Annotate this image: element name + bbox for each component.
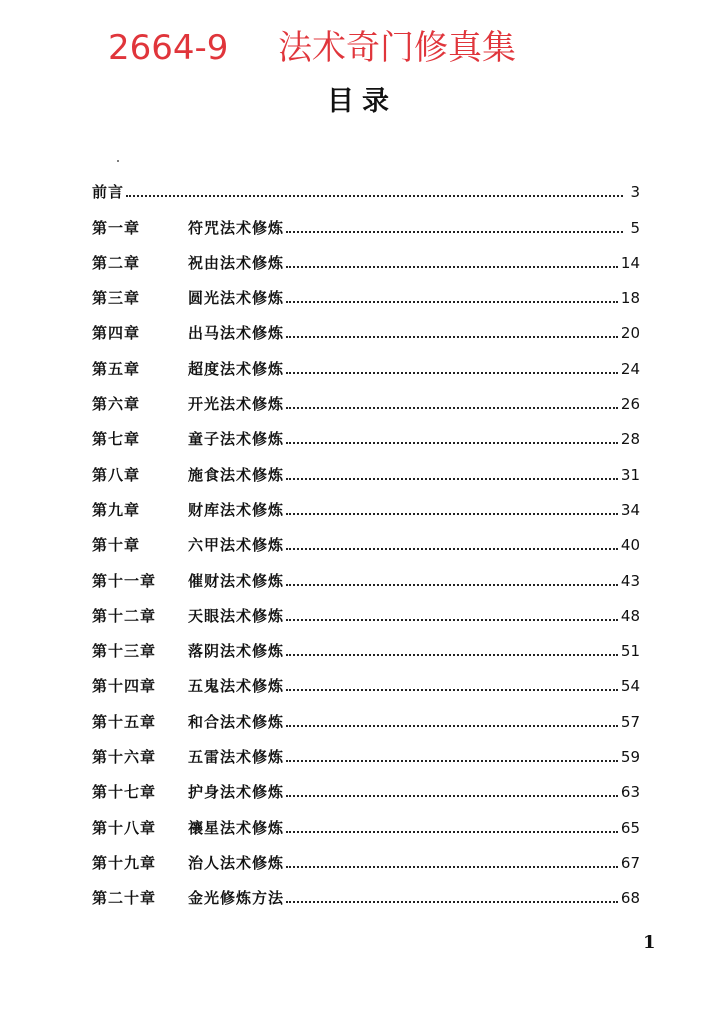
toc-entry [92,239,640,274]
toc-topic: 和合法术修炼 [188,712,285,731]
toc-dot-leader [286,831,618,833]
toc-page-number: 67 [620,853,640,872]
toc-chapter-label: 第八章 [92,465,141,484]
toc-page-number: 3 [630,183,640,202]
toc-dot-leader [286,760,618,762]
toc-chapter-label: 第二十章 [92,889,157,908]
toc-topic: 五雷法术修炼 [188,748,285,767]
toc-dot-leader [286,654,618,656]
toc-page-number: 54 [620,677,640,696]
toc-dot-leader [286,689,618,691]
page-number: 1 [643,932,656,953]
toc-chapter-label: 前言 [92,183,125,202]
toc-chapter-label: 第十二章 [92,606,157,625]
toc-page-number: 26 [620,395,640,414]
toc-chapter-label: 第十八章 [92,818,157,837]
toc-topic: 财库法术修炼 [188,500,285,519]
toc-topic: 催财法术修炼 [188,571,285,590]
toc-entry [92,380,640,415]
toc-page-number: 31 [620,465,640,484]
toc-dot-leader [286,478,618,480]
toc-dot-leader [286,901,618,903]
document-code: 2664-9 [108,28,229,68]
toc-entry [92,309,640,344]
toc-page-number: 63 [620,783,640,802]
toc-entry [92,803,640,838]
toc-page-number: 34 [620,500,640,519]
toc-chapter-label: 第十一章 [92,571,157,590]
toc-entry [92,768,640,803]
toc-dot-leader [286,619,618,621]
toc-dot-leader [286,513,618,515]
toc-page-number: 51 [620,642,640,661]
toc-topic: 符咒法术修炼 [188,218,285,237]
toc-page-number: 68 [620,889,640,908]
toc-topic: 金光修炼方法 [188,889,285,908]
table-of-contents [92,168,640,909]
toc-topic: 开光法术修炼 [188,395,285,414]
toc-chapter-label: 第五章 [92,359,141,378]
toc-page-number: 43 [620,571,640,590]
toc-topic: 治人法术修炼 [188,853,285,872]
toc-chapter-label: 第一章 [92,218,141,237]
toc-page-number: 20 [620,324,640,343]
toc-page-number: 24 [620,359,640,378]
toc-dot-leader [286,407,618,409]
toc-topic: 童子法术修炼 [188,430,285,449]
toc-entry [92,450,640,485]
toc-chapter-label: 第十九章 [92,853,157,872]
toc-dot-leader [286,584,618,586]
toc-chapter-label: 第十四章 [92,677,157,696]
toc-entry [92,274,640,309]
toc-chapter-label: 第十五章 [92,712,157,731]
toc-dot-leader [286,725,618,727]
toc-topic: 禳星法术修炼 [188,818,285,837]
toc-topic: 施食法术修炼 [188,465,285,484]
toc-dot-leader [286,866,618,868]
toc-dot-leader [286,231,623,233]
toc-entry [92,521,640,556]
toc-topic: 落阴法术修炼 [188,642,285,661]
toc-chapter-label: 第六章 [92,395,141,414]
toc-chapter-label: 第四章 [92,324,141,343]
toc-chapter-label: 第十章 [92,536,141,555]
toc-entry [92,486,640,521]
toc-entry [92,697,640,732]
toc-page-number: 5 [630,218,640,237]
toc-chapter-label: 第十三章 [92,642,157,661]
toc-chapter-label: 第十七章 [92,783,157,802]
toc-topic: 护身法术修炼 [188,783,285,802]
toc-entry [92,627,640,662]
toc-topic: 圆光法术修炼 [188,289,285,308]
toc-entry [92,415,640,450]
toc-page-number: 59 [620,748,640,767]
toc-dot-leader [126,195,623,197]
toc-page-number: 40 [620,536,640,555]
toc-dot-leader [286,442,618,444]
toc-heading: 目录 [327,86,397,117]
toc-topic: 六甲法术修炼 [188,536,285,555]
toc-chapter-label: 第二章 [92,253,141,272]
toc-page-number: 65 [620,818,640,837]
toc-page-number: 48 [620,606,640,625]
toc-dot-leader [286,548,618,550]
toc-page-number: 57 [620,712,640,731]
toc-entry [92,662,640,697]
toc-chapter-label: 第九章 [92,500,141,519]
toc-page-number: 18 [620,289,640,308]
toc-topic: 祝由法术修炼 [188,253,285,272]
document-header [108,26,724,70]
toc-entry [92,556,640,591]
scan-speck [117,160,119,162]
toc-chapter-label: 第三章 [92,289,141,308]
toc-dot-leader [286,795,618,797]
toc-chapter-label: 第十六章 [92,748,157,767]
toc-entry [92,203,640,238]
toc-entry [92,344,640,379]
toc-entry [92,839,640,874]
toc-page-number: 14 [620,253,640,272]
toc-entry [92,874,640,909]
toc-topic: 天眼法术修炼 [188,606,285,625]
toc-page-number: 28 [620,430,640,449]
toc-entry [92,168,640,203]
toc-topic: 超度法术修炼 [188,359,285,378]
toc-dot-leader [286,266,618,268]
toc-dot-leader [286,372,618,374]
toc-dot-leader [286,336,618,338]
document-title: 法术奇门修真集 [278,28,516,68]
toc-topic: 出马法术修炼 [188,324,285,343]
toc-entry [92,733,640,768]
toc-topic: 五鬼法术修炼 [188,677,285,696]
toc-dot-leader [286,301,618,303]
toc-entry [92,592,640,627]
toc-chapter-label: 第七章 [92,430,141,449]
